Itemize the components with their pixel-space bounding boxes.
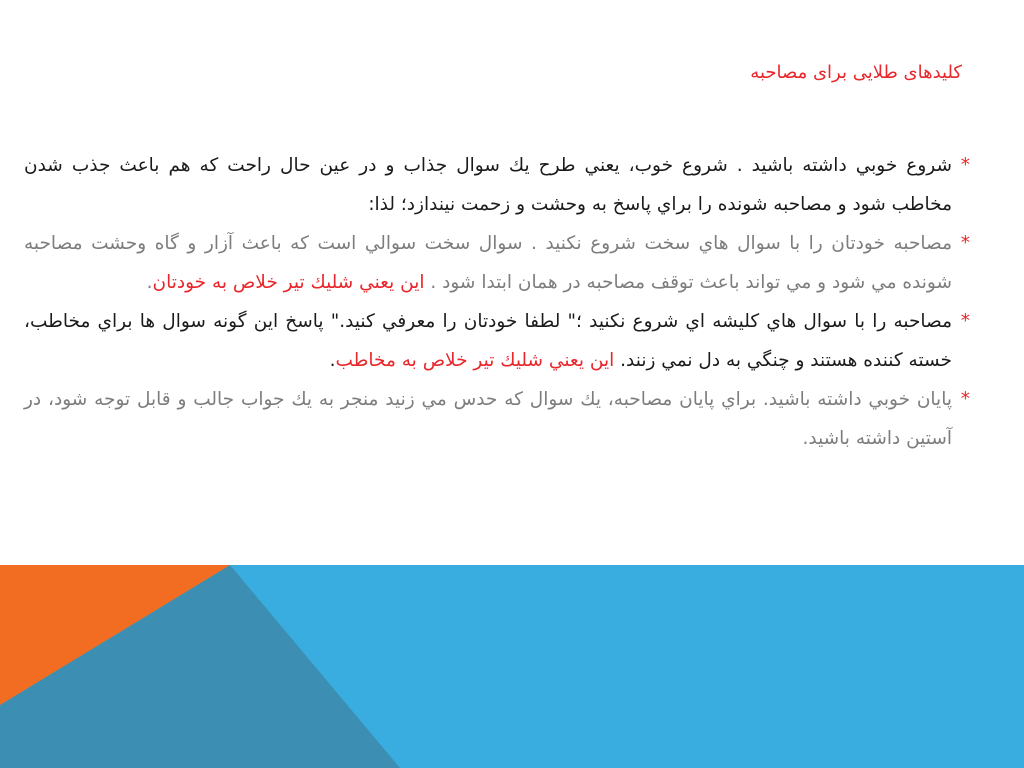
bullet-good-start [24,146,992,224]
bullet-list [24,146,992,458]
bullet-cliche-questions [24,302,992,380]
bullet-marker: * [960,233,970,254]
bullet-text: شروع خوبي داشته باشيد . شروع خوب، يعني طرح يك سوال جذاب و در عين حال راحت كه هم باعث جذب شدن مخاطب شود و مصاحبه شونده را براي پاسخ به وحشت و زحمت نيندازد؛ لذا: [24,155,952,215]
bullet-text: پايان خوبي داشته باشيد. براي پايان مصاحبه، يك سوال كه حدس مي زنيد منجر به يك جواب جالب و قابل توجه شود، در آستين داشته باشيد. [24,389,952,449]
bullet-text: مصاحبه خودتان را با سوال هاي سخت شروع نكنيد . سوال سخت سوالي است كه باعث آزار و گاه وحشت مصاحبه شونده مي شود و مي تواند باعث توقف مصاحبه در همان ابتدا شود . [24,233,952,293]
bullet-marker: * [960,311,970,332]
slide-title: کلیدهای طلایی برای مصاحبه [750,62,962,83]
bullet-highlight: اين يعني شليك تير خلاص به مخاطب [335,350,615,371]
footer-decoration [0,565,1024,768]
footer-shapes [0,565,1024,768]
bullet-hard-questions [24,224,992,302]
bullet-highlight: اين يعني شليك تير خلاص به خودتان [152,272,425,293]
bullet-marker: * [960,389,970,410]
bullet-text: مصاحبه را با سوال هاي كليشه اي شروع نكنيد ؛" لطفا خودتان را معرفي كنيد." پاسخ اين گونه سوال ها براي مخاطب، خسته كننده هستند و چنگي به دل نمي زنند. [24,311,952,371]
bullet-end: . [329,350,336,371]
bullet-good-ending [24,380,992,458]
bullet-end: . [146,272,153,293]
bullet-marker: * [960,155,970,176]
